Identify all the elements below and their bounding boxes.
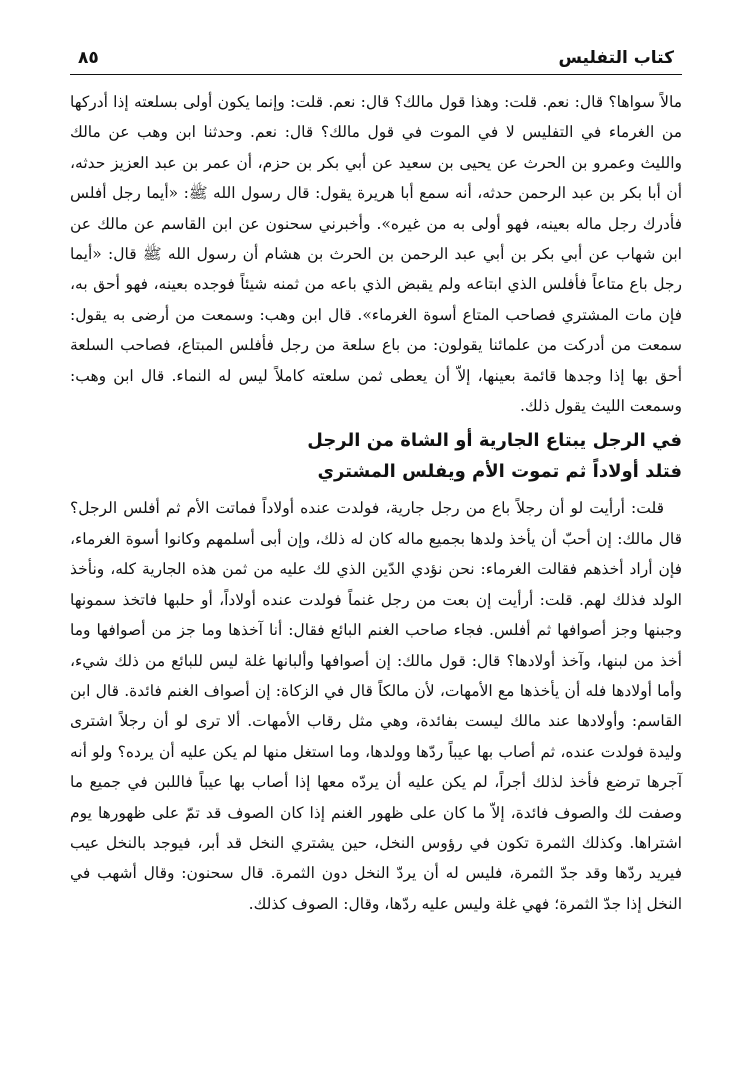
paragraph-2: قلت: أرأيت لو أن رجلاً باع من رجل جارية، فولدت عنده أولاداً فماتت الأم ثم أفلس الرجل؟ قال مالك: إن أحبّ أن يأخذ ولدها بجميع ماله كان له ذلك، وإن أبى أسلمهم وكانوا أسوة الغرماء، فإن أراد أخذهم فقالت الغرماء: نحن نؤدي الدّين الذي لك عليه من ثمن هذه الجارية كله، ونأخذ الولد فذلك لهم. قلت: أرأيت إن بعت من رجل غنماً فولدت عنده أولاداً، أو حلبها فاتخذ سمونها وجبنها وجز أصوافها ثم أفلس. فجاء صاحب الغنم البائع فقال: أنا آخذها وما جز من أصوافها وما أخذ من لبنها، وآخذ أولادها؟ قال: قول مالك: إن أصوافها وألبانها غلة ليس للبائع من ذلك شيء، وأما أولادها فله أن يأخذها مع الأمهات، لأن مالكاً قال في الزكاة: إن أصواف الغنم فائدة. قال ابن القاسم: وأولادها عند مالك ليست بفائدة، وهي مثل رقاب الأمهات. ألا ترى لو أن رجلاً اشترى وليدة فولدت عنده، ثم أصاب بها عيباً ردّها وولدها، وما استغل منها لم يكن عليه أن يرده؟ ولو أنه آجرها ترضع فأخذ لذلك أجراً، لم يكن عليه أن يردّه معها إذا أصاب بها عيباً فاللبن في جميع ما وصفت لك والصوف فائدة، إلاّ ما كان على ظهور الغنم إذا كان الصوف قد تمّ على ظهورها يوم اشتراها. وكذلك الثمرة تكون في رؤوس النخل، حين يشتري النخل قد أبر، فيوجد بالنخل عيب فيريد ردّها وقد جدّ الثمرة، فليس له أن يردّ النخل دون الثمرة. قال سحنون: وقال أشهب في النخل إذا جدّ الثمرة؛ فهي غلة وليس عليه ردّها، وقال: الصوف كذلك. xyxy=(70,499,682,913)
running-header xyxy=(70,38,682,68)
section-heading xyxy=(70,425,682,487)
book-page xyxy=(70,38,682,919)
section-heading-line-1: في الرجل يبتاع الجارية أو الشاة من الرجل xyxy=(307,430,682,452)
paragraph-1: مالاً سواها؟ قال: نعم. قلت: وهذا قول مالك؟ قال: نعم. قلت: وإنما يكون أولى بسلعته إذا أدركها من الغرماء في التفليس لا في الموت في قول مالك؟ قال: نعم. وحدثنا ابن وهب عن مالك والليث وعمرو بن الحرث عن يحيى بن سعيد عن أبي بكر بن حزم، أن عمر بن عبد العزيز حدثه، أن أبا بكر بن عبد الرحمن حدثه، أنه سمع أبا هريرة يقول: قال رسول الله ﷺ: «أيما رجل أفلس فأدرك رجل ماله بعينه، فهو أولى به من غيره». وأخبرني سحنون عن ابن القاسم عن مالك عن ابن شهاب عن أبي بكر بن أبي عبد الرحمن بن الحرث بن هشام أن رسول الله ﷺ قال: «أيما رجل باع متاعاً فأفلس الذي ابتاعه ولم يقبض الذي باعه من ثمنه شيئاً فوجده بعينه، فهو أحق به، فإن مات المشتري فصاحب المتاع أسوة الغرماء». قال ابن وهب: وسمعت من أرضى به يقول: سمعت من أدركت من علمائنا يقولون: من باع سلعة من رجل فأفلس المبتاع، فصاحب السلعة أحق بها إذا وجدها قائمة بعينها، إلاّ أن يعطى ثمن سلعته كاملاً ليس له النماء. قال ابن وهب: وسمعت الليث يقول ذلك. xyxy=(70,93,682,416)
header-rule xyxy=(70,74,682,75)
body-text xyxy=(70,87,682,919)
book-title: كتاب التفليس xyxy=(558,48,674,68)
section-heading-line-2: فتلد أولاداً ثم تموت الأم ويفلس المشتري xyxy=(317,461,682,483)
page-number: ٨٥ xyxy=(78,48,99,68)
